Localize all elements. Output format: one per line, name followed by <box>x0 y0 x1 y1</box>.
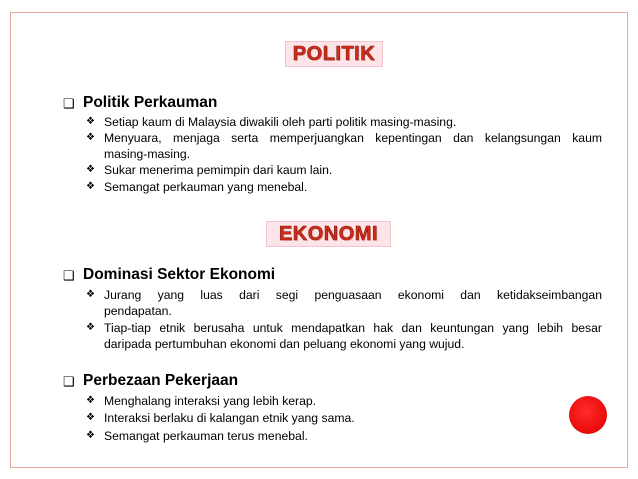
red-circle-decoration <box>569 396 607 434</box>
slide-frame-right <box>627 12 628 467</box>
section-title-perbezaan-pekerjaan: Perbezaan Pekerjaan <box>83 372 239 389</box>
list-item-continuation: pendapatan. <box>104 304 172 318</box>
list-item: Semangat perkauman terus menebal. <box>104 429 308 443</box>
list-item-continuation: daripada pertumbuhan ekonomi dan peluang ekonomi yang wujud. <box>104 337 465 351</box>
list-item: Menyuara, menjaga serta memperjuangkan kepentingan dan kelangsungan kaum <box>104 131 602 145</box>
list-item: Sukar menerima pemimpin dari kaum lain. <box>104 163 333 177</box>
square-checkbox-icon: ❑ <box>63 374 75 389</box>
list-item: Tiap-tiap etnik berusaha untuk mendapatkan hak dan keuntungan yang lebih besar <box>104 321 602 335</box>
slide-frame-left <box>10 12 11 467</box>
diamond-bullet-icon: ❖ <box>86 116 95 127</box>
diamond-bullet-icon: ❖ <box>86 430 95 441</box>
diamond-bullet-icon: ❖ <box>86 181 95 192</box>
slide-frame-bottom <box>10 467 628 468</box>
list-item-continuation: masing-masing. <box>104 147 191 161</box>
square-checkbox-icon: ❑ <box>63 96 75 111</box>
diamond-bullet-icon: ❖ <box>86 132 95 143</box>
heading-politik: POLITIK <box>285 41 383 67</box>
list-item: Setiap kaum di Malaysia diwakili oleh parti politik masing-masing. <box>104 115 457 129</box>
section-title-dominasi-sektor-ekonomi: Dominasi Sektor Ekonomi <box>83 266 276 283</box>
diamond-bullet-icon: ❖ <box>86 289 95 300</box>
diamond-bullet-icon: ❖ <box>86 395 95 406</box>
section-title-politik-perkauman: Politik Perkauman <box>83 94 218 111</box>
list-item: Menghalang interaksi yang lebih kerap. <box>104 394 317 408</box>
list-item: Semangat perkauman yang menebal. <box>104 180 308 194</box>
diamond-bullet-icon: ❖ <box>86 412 95 423</box>
list-item: Interaksi berlaku di kalangan etnik yang sama. <box>104 411 355 425</box>
diamond-bullet-icon: ❖ <box>86 322 95 333</box>
list-item: Jurang yang luas dari segi penguasaan ekonomi dan ketidakseimbangan <box>104 288 602 302</box>
heading-ekonomi: EKONOMI <box>266 221 391 247</box>
diamond-bullet-icon: ❖ <box>86 164 95 175</box>
square-checkbox-icon: ❑ <box>63 268 75 283</box>
